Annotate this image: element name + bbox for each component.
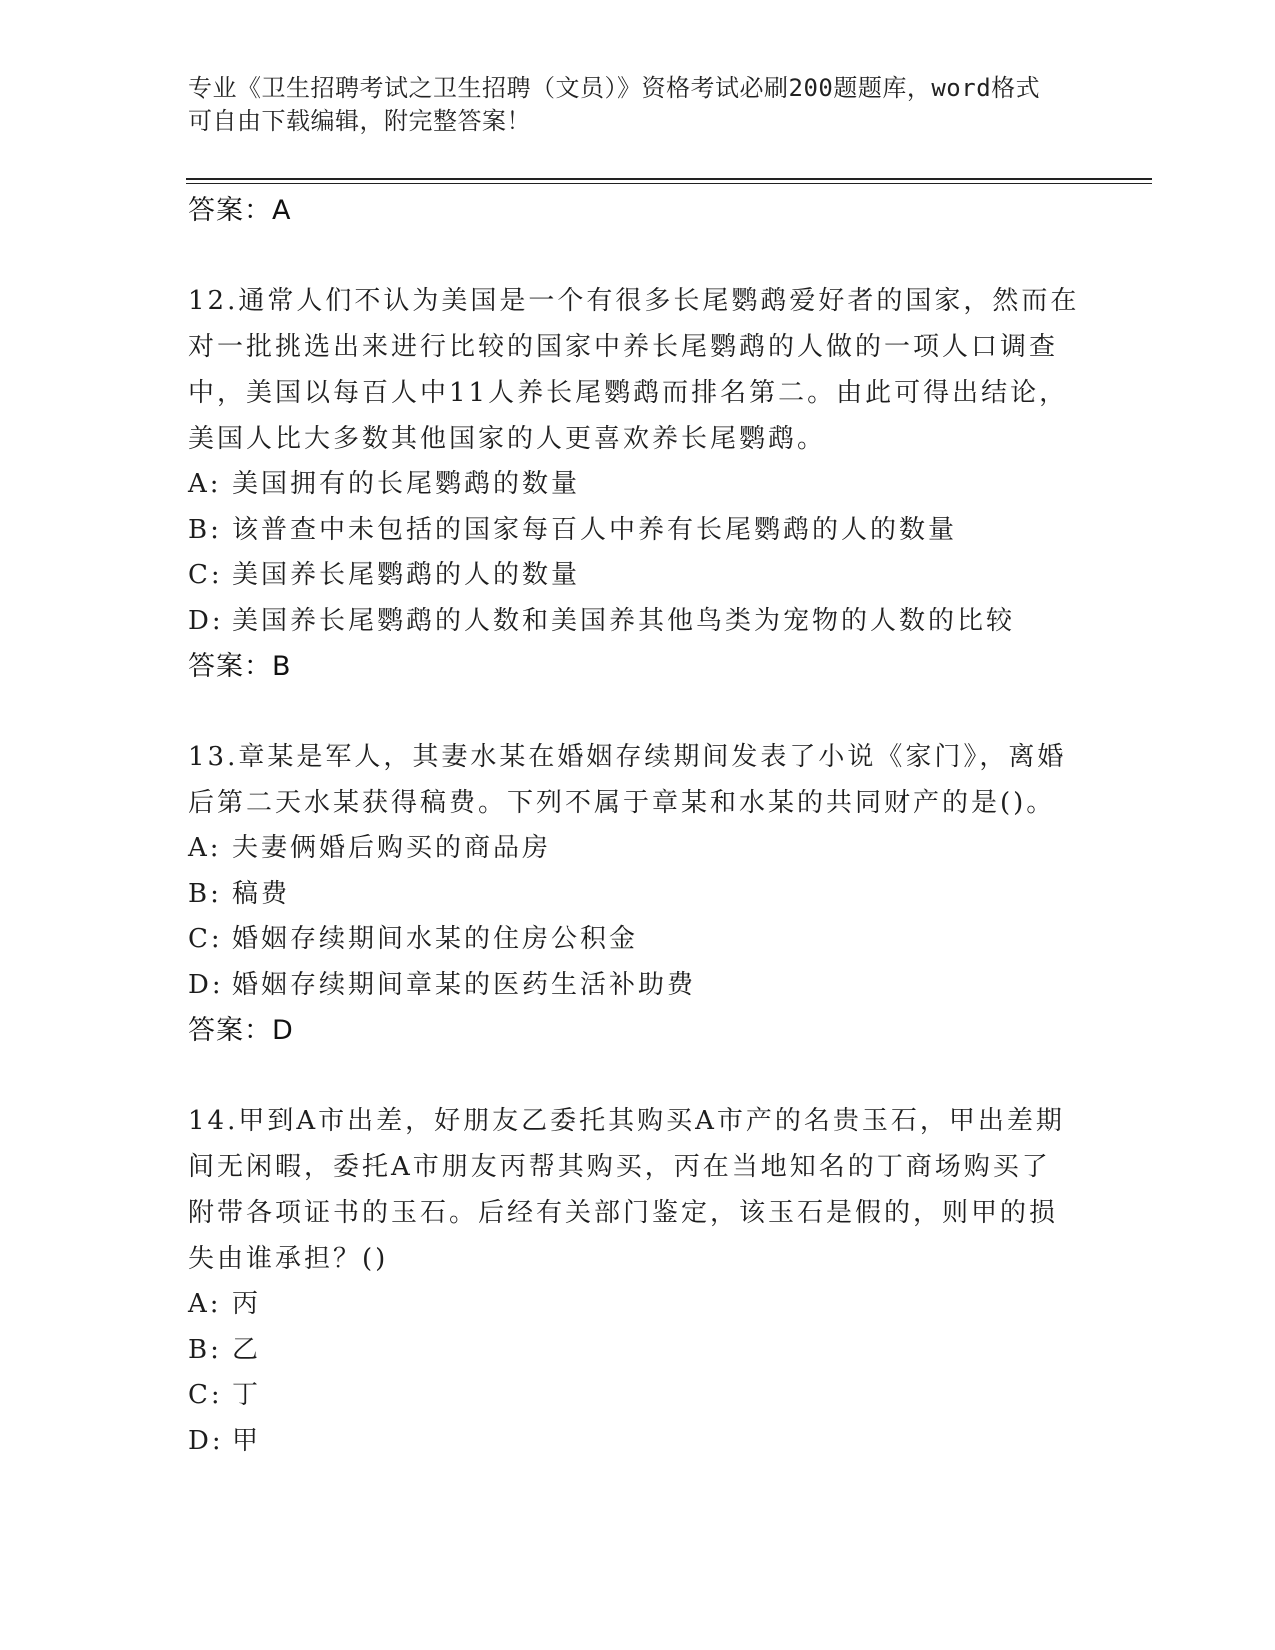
option-letter: A:	[188, 1289, 222, 1319]
option-letter: B:	[188, 878, 222, 909]
question-line: 中，美国以每百人中11人养长尾鹦鹉而排名第二。由此可得出结论，	[188, 378, 1069, 408]
document-header	[188, 72, 1068, 138]
question-line: 14.甲到A市出差，好朋友乙委托其购买A市产的名贵玉石，甲出差期	[188, 1106, 1065, 1136]
question-line: 对一批挑选出来进行比较的国家中养长尾鹦鹉的人做的一项人口调查	[188, 332, 1059, 362]
question-12	[188, 278, 1088, 690]
option-a	[188, 1282, 1088, 1328]
header-line-1: 专业《卫生招聘考试之卫生招聘（文员）》资格考试必刷200题题库，word格式	[188, 74, 1041, 102]
document-body	[188, 188, 1088, 1464]
option-letter: B:	[188, 1334, 222, 1365]
option-d	[188, 963, 1088, 1009]
question-14	[188, 1098, 1088, 1464]
option-text: 婚姻存续期间章某的医药生活补助费	[232, 969, 697, 1000]
option-text: 丙	[232, 1289, 262, 1319]
option-text: 美国养长尾鹦鹉的人的数量	[232, 560, 581, 590]
question-13-answer: 答案：D	[188, 1015, 294, 1046]
option-letter: D:	[188, 969, 224, 1000]
option-letter: B:	[188, 514, 222, 545]
option-text: 稿费	[232, 878, 291, 909]
header-divider	[186, 178, 1152, 180]
previous-answer: 答案：A	[188, 195, 292, 226]
option-text: 丁	[232, 1380, 262, 1410]
option-d	[188, 599, 1088, 645]
question-line: 13.章某是军人，其妻水某在婚姻存续期间发表了小说《家门》，离婚	[188, 742, 1067, 772]
option-b	[188, 1328, 1088, 1374]
option-c	[188, 917, 1088, 963]
option-c	[188, 1373, 1088, 1419]
option-d	[188, 1419, 1088, 1465]
option-letter: D:	[188, 605, 224, 636]
option-a	[188, 826, 1088, 872]
option-a	[188, 462, 1088, 508]
question-line: 后第二天水某获得稿费。下列不属于章某和水某的共同财产的是()。	[188, 788, 1056, 818]
question-13	[188, 734, 1088, 1054]
question-12-text	[188, 278, 1088, 462]
question-line: 附带各项证书的玉石。后经有关部门鉴定，该玉石是假的，则甲的损	[188, 1198, 1059, 1228]
option-letter: C:	[188, 560, 223, 590]
header-divider-thin	[186, 183, 1152, 184]
option-letter: A:	[188, 469, 222, 499]
question-line: 失由谁承担？()	[188, 1244, 389, 1274]
option-letter: C:	[188, 1380, 223, 1410]
question-line: 美国人比大多数其他国家的人更喜欢养长尾鹦鹉。	[188, 424, 827, 454]
option-letter: C:	[188, 924, 223, 954]
option-text: 美国拥有的长尾鹦鹉的数量	[232, 469, 581, 499]
question-14-text	[188, 1098, 1088, 1282]
option-text: 婚姻存续期间水某的住房公积金	[232, 924, 639, 954]
header-line-2: 可自由下载编辑，附完整答案！	[188, 107, 531, 135]
option-text: 该普查中未包括的国家每百人中养有长尾鹦鹉的人的数量	[232, 514, 958, 545]
option-text: 美国养长尾鹦鹉的人数和美国养其他鸟类为宠物的人数的比较	[232, 605, 1016, 636]
question-line: 12.通常人们不认为美国是一个有很多长尾鹦鹉爱好者的国家，然而在	[188, 286, 1080, 316]
option-text: 夫妻俩婚后购买的商品房	[232, 833, 552, 863]
question-line: 间无闲暇，委托A市朋友丙帮其购买，丙在当地知名的丁商场购买了	[188, 1152, 1051, 1182]
option-b	[188, 872, 1088, 918]
option-letter: D:	[188, 1425, 224, 1456]
question-12-answer: 答案：B	[188, 651, 292, 682]
option-letter: A:	[188, 833, 222, 863]
question-13-text	[188, 734, 1088, 826]
option-text: 乙	[232, 1334, 262, 1365]
option-b	[188, 508, 1088, 554]
option-c	[188, 553, 1088, 599]
option-text: 甲	[232, 1425, 262, 1456]
